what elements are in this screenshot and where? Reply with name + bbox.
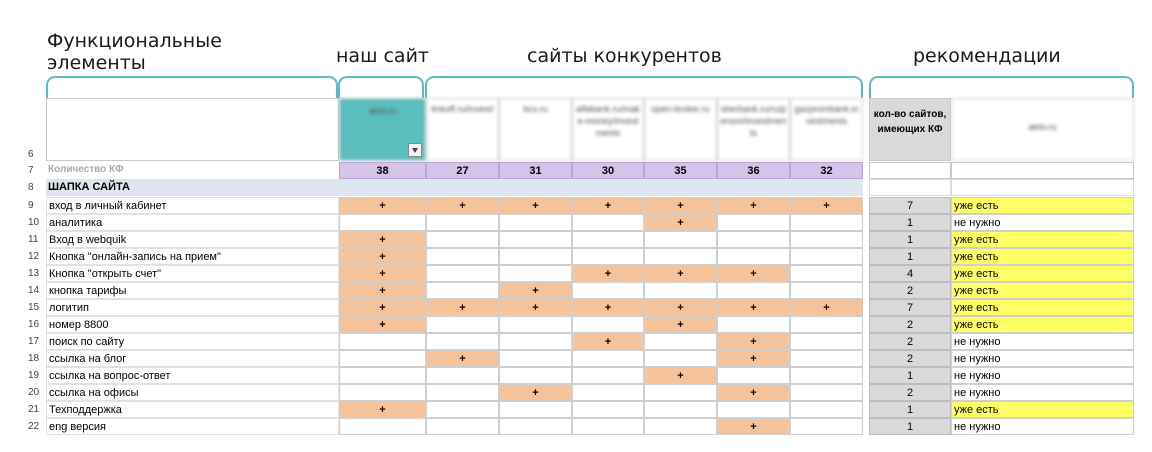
row-number: 10 xyxy=(28,217,40,228)
count-row-empty[interactable] xyxy=(869,162,951,179)
feature-present-cell[interactable]: + xyxy=(499,299,572,316)
feature-absent-cell[interactable] xyxy=(426,418,499,435)
feature-absent-cell[interactable] xyxy=(572,384,644,401)
filter-dropdown-icon[interactable] xyxy=(408,143,422,157)
row-number: 19 xyxy=(28,370,40,381)
feature-absent-cell[interactable] xyxy=(426,316,499,333)
feature-absent-cell[interactable] xyxy=(426,333,499,350)
feature-present-cell[interactable]: + xyxy=(644,197,717,214)
row-number: 14 xyxy=(28,285,40,296)
feature-present-cell[interactable]: + xyxy=(644,299,717,316)
feature-absent-cell[interactable] xyxy=(717,401,790,418)
feature-absent-cell[interactable] xyxy=(644,248,717,265)
feature-absent-cell[interactable] xyxy=(572,214,644,231)
site-count-cell[interactable]: 1 xyxy=(869,248,951,265)
header-label-cell[interactable] xyxy=(46,98,339,161)
feature-present-cell[interactable]: + xyxy=(572,265,644,282)
feature-absent-cell[interactable] xyxy=(717,282,790,299)
feature-absent-cell[interactable] xyxy=(572,350,644,367)
feature-absent-cell[interactable] xyxy=(426,248,499,265)
functional-bracket xyxy=(46,76,338,98)
site-count-cell[interactable]: 7 xyxy=(869,299,951,316)
feature-absent-cell[interactable] xyxy=(790,401,863,418)
row-label[interactable]: логитип xyxy=(46,299,339,316)
site-count-cell[interactable]: 2 xyxy=(869,333,951,350)
feature-present-cell[interactable]: + xyxy=(717,350,790,367)
count-row-value[interactable]: 32 xyxy=(790,162,863,179)
feature-absent-cell[interactable] xyxy=(499,231,572,248)
feature-present-cell[interactable]: + xyxy=(339,197,426,214)
feature-present-cell[interactable]: + xyxy=(790,197,863,214)
feature-absent-cell[interactable] xyxy=(499,367,572,384)
feature-absent-cell[interactable] xyxy=(572,418,644,435)
row-number: 6 xyxy=(28,149,34,160)
count-row-value[interactable]: 27 xyxy=(426,162,499,179)
row-label[interactable]: Кнопка "онлайн-запись на прием" xyxy=(46,248,339,265)
feature-absent-cell[interactable] xyxy=(499,350,572,367)
feature-absent-cell[interactable] xyxy=(499,214,572,231)
feature-absent-cell[interactable] xyxy=(572,367,644,384)
site-count-cell[interactable]: 2 xyxy=(869,350,951,367)
row-number: 21 xyxy=(28,404,40,415)
row-number: 18 xyxy=(28,353,40,364)
site-column-header[interactable]: sberbank.ru/ru/person/investments xyxy=(717,98,790,161)
our-site-header: наш сайт xyxy=(336,45,429,67)
site-count-cell[interactable]: 2 xyxy=(869,384,951,401)
feature-present-cell[interactable]: + xyxy=(717,265,790,282)
feature-absent-cell[interactable] xyxy=(572,248,644,265)
feature-absent-cell[interactable] xyxy=(426,231,499,248)
feature-absent-cell[interactable] xyxy=(339,333,426,350)
feature-absent-cell[interactable] xyxy=(644,231,717,248)
feature-present-cell[interactable]: + xyxy=(339,282,426,299)
recommendation-cell[interactable]: уже есть xyxy=(951,299,1134,316)
feature-present-cell[interactable]: + xyxy=(499,197,572,214)
feature-absent-cell[interactable] xyxy=(426,401,499,418)
feature-absent-cell[interactable] xyxy=(790,214,863,231)
feature-absent-cell[interactable] xyxy=(790,248,863,265)
feature-absent-cell[interactable] xyxy=(790,333,863,350)
row-label[interactable]: ссылка на офисы xyxy=(46,384,339,401)
feature-present-cell[interactable]: + xyxy=(790,299,863,316)
chevron-down-icon xyxy=(412,148,418,153)
feature-present-cell[interactable]: + xyxy=(339,231,426,248)
feature-absent-cell[interactable] xyxy=(499,418,572,435)
feature-present-cell[interactable]: + xyxy=(572,197,644,214)
recommendations-header: рекомендации xyxy=(913,45,1061,67)
row-number: 8 xyxy=(28,182,34,193)
feature-absent-cell[interactable] xyxy=(499,248,572,265)
feature-absent-cell[interactable] xyxy=(572,401,644,418)
site-count-cell[interactable]: 1 xyxy=(869,418,951,435)
feature-absent-cell[interactable] xyxy=(339,367,426,384)
feature-absent-cell[interactable] xyxy=(790,265,863,282)
site-column-header[interactable]: open-broker.ru xyxy=(644,98,717,161)
row-number: 9 xyxy=(28,200,34,211)
site-count-cell[interactable]: 1 xyxy=(869,214,951,231)
feature-present-cell[interactable]: + xyxy=(644,316,717,333)
recommendation-cell[interactable]: не нужно xyxy=(951,350,1134,367)
recommendation-cell[interactable]: не нужно xyxy=(951,418,1134,435)
feature-absent-cell[interactable] xyxy=(499,333,572,350)
feature-absent-cell[interactable] xyxy=(644,333,717,350)
feature-absent-cell[interactable] xyxy=(717,316,790,333)
feature-absent-cell[interactable] xyxy=(790,384,863,401)
row-label[interactable]: вход в личный кабинет xyxy=(46,197,339,214)
site-count-cell[interactable]: 2 xyxy=(869,282,951,299)
recommendation-cell[interactable]: не нужно xyxy=(951,214,1134,231)
row-label[interactable]: кнопка тарифы xyxy=(46,282,339,299)
row-number: 12 xyxy=(28,251,40,262)
feature-present-cell[interactable]: + xyxy=(426,299,499,316)
site-column-header[interactable]: gazprombank.investments xyxy=(790,98,863,161)
site-count-cell[interactable]: 2 xyxy=(869,316,951,333)
row-number: 16 xyxy=(28,319,40,330)
feature-absent-cell[interactable] xyxy=(339,214,426,231)
section-empty-cell[interactable] xyxy=(869,179,951,196)
feature-absent-cell[interactable] xyxy=(790,418,863,435)
row-label[interactable]: Вход в webquik xyxy=(46,231,339,248)
feature-present-cell[interactable]: + xyxy=(717,299,790,316)
feature-present-cell[interactable]: + xyxy=(339,299,426,316)
recommendation-cell[interactable]: уже есть xyxy=(951,316,1134,333)
site-column-header[interactable]: tinkoff.ru/invest/ xyxy=(426,98,499,161)
count-row-value[interactable]: 38 xyxy=(339,162,426,179)
feature-present-cell[interactable]: + xyxy=(339,316,426,333)
feature-present-cell[interactable]: + xyxy=(644,214,717,231)
feature-absent-cell[interactable] xyxy=(717,367,790,384)
row-label[interactable]: номер 8800 xyxy=(46,316,339,333)
feature-absent-cell[interactable] xyxy=(717,214,790,231)
feature-absent-cell[interactable] xyxy=(644,401,717,418)
feature-absent-cell[interactable] xyxy=(717,231,790,248)
site-count-cell[interactable]: 1 xyxy=(869,401,951,418)
feature-absent-cell[interactable] xyxy=(499,265,572,282)
recommendation-cell[interactable]: уже есть xyxy=(951,248,1134,265)
recommendation-cell[interactable]: не нужно xyxy=(951,384,1134,401)
site-column-header[interactable]: bcs.ru xyxy=(499,98,572,161)
section-header[interactable]: ШАПКА САЙТА xyxy=(46,179,863,196)
recommendation-cell[interactable]: уже есть xyxy=(951,265,1134,282)
feature-absent-cell[interactable] xyxy=(572,316,644,333)
feature-present-cell[interactable]: + xyxy=(339,265,426,282)
row-label[interactable]: ссылка на вопрос-ответ xyxy=(46,367,339,384)
feature-absent-cell[interactable] xyxy=(426,384,499,401)
recommendation-cell[interactable]: уже есть xyxy=(951,282,1134,299)
feature-absent-cell[interactable] xyxy=(499,316,572,333)
count-row-value[interactable]: 30 xyxy=(572,162,644,179)
feature-present-cell[interactable]: + xyxy=(572,333,644,350)
feature-absent-cell[interactable] xyxy=(426,265,499,282)
site-count-cell[interactable]: 1 xyxy=(869,367,951,384)
feature-absent-cell[interactable] xyxy=(790,282,863,299)
feature-absent-cell[interactable] xyxy=(644,418,717,435)
row-number: 13 xyxy=(28,268,40,279)
feature-absent-cell[interactable] xyxy=(790,350,863,367)
row-label[interactable]: поиск по сайту xyxy=(46,333,339,350)
recommendation-cell[interactable]: уже есть xyxy=(951,231,1134,248)
feature-present-cell[interactable]: + xyxy=(426,197,499,214)
recommendation-cell[interactable]: уже есть xyxy=(951,401,1134,418)
feature-present-cell[interactable]: + xyxy=(644,265,717,282)
row-number: 22 xyxy=(28,421,40,432)
count-row-empty[interactable] xyxy=(951,162,1134,179)
site-count-cell[interactable]: 7 xyxy=(869,197,951,214)
feature-present-cell[interactable]: + xyxy=(717,333,790,350)
recommendation-column-header[interactable]: aktiv.ru xyxy=(951,98,1134,161)
feature-present-cell[interactable]: + xyxy=(499,384,572,401)
feature-present-cell[interactable]: + xyxy=(717,418,790,435)
feature-absent-cell[interactable] xyxy=(339,350,426,367)
functional-elements-header: Функциональные элементы xyxy=(47,30,222,74)
feature-absent-cell[interactable] xyxy=(644,350,717,367)
feature-absent-cell[interactable] xyxy=(790,367,863,384)
feature-absent-cell[interactable] xyxy=(426,367,499,384)
feature-present-cell[interactable]: + xyxy=(717,197,790,214)
feature-absent-cell[interactable] xyxy=(717,248,790,265)
competitors-bracket xyxy=(425,76,863,98)
row-number: 11 xyxy=(28,234,39,245)
row-label[interactable]: eng версия xyxy=(46,418,339,435)
row-number: 7 xyxy=(28,165,34,176)
section-empty-cell[interactable] xyxy=(951,179,1134,196)
feature-absent-cell[interactable] xyxy=(339,384,426,401)
feature-absent-cell[interactable] xyxy=(499,401,572,418)
competitors-header: сайты конкурентов xyxy=(527,45,722,67)
row-number: 20 xyxy=(28,387,40,398)
feature-absent-cell[interactable] xyxy=(339,418,426,435)
row-number: 17 xyxy=(28,336,40,347)
row-label[interactable]: аналитика xyxy=(46,214,339,231)
count-row-value[interactable]: 36 xyxy=(717,162,790,179)
feature-absent-cell[interactable] xyxy=(644,282,717,299)
row-label[interactable]: Техподдержка xyxy=(46,401,339,418)
feature-absent-cell[interactable] xyxy=(426,214,499,231)
row-number: 15 xyxy=(28,302,40,313)
count-row-value[interactable]: 35 xyxy=(644,162,717,179)
feature-absent-cell[interactable] xyxy=(572,231,644,248)
site-count-cell[interactable]: 4 xyxy=(869,265,951,282)
recommendation-cell[interactable]: уже есть xyxy=(951,197,1134,214)
feature-present-cell[interactable]: + xyxy=(339,401,426,418)
count-row-label[interactable]: Количество КФ xyxy=(48,164,124,175)
row-label[interactable]: ссылка на блог xyxy=(46,350,339,367)
recommendation-cell[interactable]: не нужно xyxy=(951,333,1134,350)
site-column-header[interactable]: aktiv.ru xyxy=(339,98,426,161)
feature-present-cell[interactable]: + xyxy=(717,384,790,401)
feature-present-cell[interactable]: + xyxy=(499,282,572,299)
feature-present-cell[interactable]: + xyxy=(339,248,426,265)
site-count-cell[interactable]: 1 xyxy=(869,231,951,248)
row-label[interactable]: Кнопка "открыть счет" xyxy=(46,265,339,282)
feature-absent-cell[interactable] xyxy=(790,231,863,248)
feature-present-cell[interactable]: + xyxy=(572,299,644,316)
count-column-header[interactable]: кол-во сайтов, имеющих КФ xyxy=(869,98,951,161)
feature-absent-cell[interactable] xyxy=(572,282,644,299)
feature-present-cell[interactable]: + xyxy=(644,367,717,384)
recommendations-bracket xyxy=(869,76,1134,98)
feature-absent-cell[interactable] xyxy=(426,282,499,299)
recommendation-cell[interactable]: не нужно xyxy=(951,367,1134,384)
feature-present-cell[interactable]: + xyxy=(426,350,499,367)
site-column-header[interactable]: alfabank.ru/make-money/investments xyxy=(572,98,644,161)
count-row-value[interactable]: 31 xyxy=(499,162,572,179)
feature-absent-cell[interactable] xyxy=(790,316,863,333)
our-site-bracket xyxy=(338,76,424,98)
feature-absent-cell[interactable] xyxy=(644,384,717,401)
